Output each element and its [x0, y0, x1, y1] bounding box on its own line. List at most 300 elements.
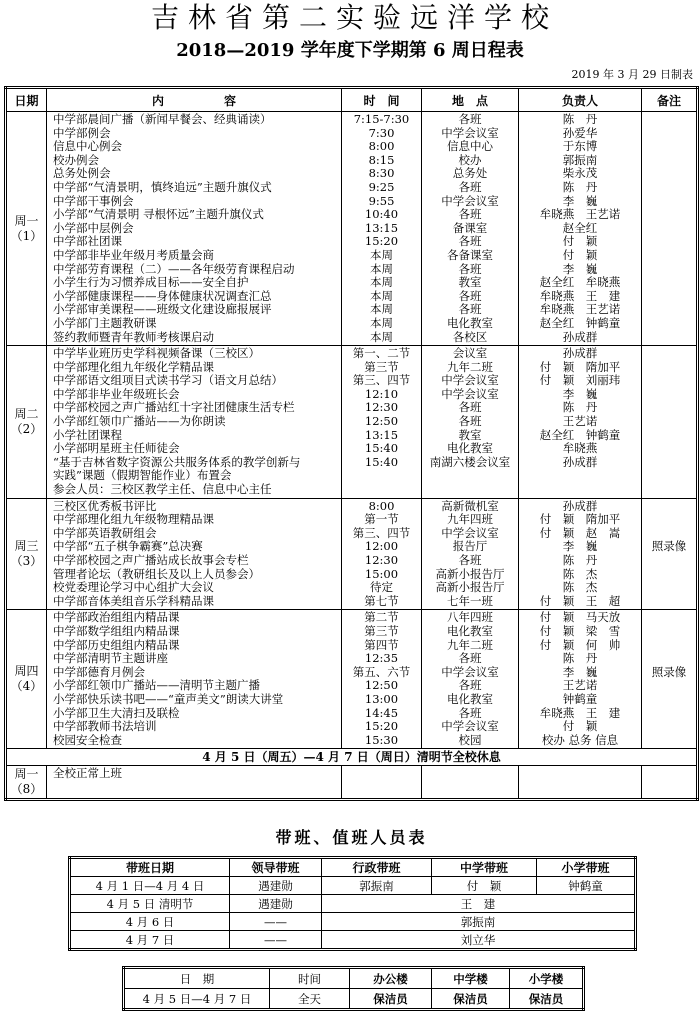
event-owner: 陈 丹 [562, 113, 598, 126]
blank-line [642, 693, 696, 707]
event-owner: 陈 丹 [562, 401, 598, 415]
event-location: 各班 [458, 113, 482, 126]
event-owner: 牟晓燕 王艺诺 [539, 208, 621, 222]
blank-line [642, 679, 696, 693]
event-content: 小学生行为习惯养成目标——安全自护 [53, 276, 249, 290]
blank-line [342, 483, 421, 497]
blank-line [642, 720, 696, 734]
event-owner: 付 颖 隋加平 [539, 513, 621, 527]
event-time: 8:30 [368, 167, 395, 181]
event-owner: 于东博 [562, 140, 598, 154]
event-time: 本周 [370, 276, 393, 290]
holiday-notice: 4 月 5 日（周五）—4 月 7 日（周日）清明节全校休息 [6, 749, 698, 766]
office-building-staff: 保洁员 [350, 989, 432, 1010]
event-location: 南湖六楼会议室 [429, 455, 511, 469]
event-time: 9:25 [368, 180, 395, 194]
event-time: 本周 [370, 316, 393, 330]
event-content: 小学部门主题教研课 [53, 316, 157, 330]
place-cell [422, 610, 519, 749]
person-cell [519, 112, 642, 346]
person-cell [519, 346, 642, 499]
event-time: 12:00 [364, 540, 399, 554]
event-content: 校园安全检查 [53, 733, 122, 747]
event-location: 各备课室 [447, 248, 493, 262]
event-content: 实践”课题（假期智能作业）布置会 [53, 469, 232, 483]
event-content: 中学部德育月例会 [53, 665, 145, 679]
day-cell [6, 346, 47, 499]
day-number: （1） [10, 228, 43, 243]
event-note: 照录像 [651, 665, 687, 679]
place-cell [422, 346, 519, 499]
day-label: 周一 [14, 213, 39, 228]
event-location: 各班 [458, 180, 482, 194]
duty-date: 4 月 7 日 [70, 931, 230, 950]
event-time: 12:10 [364, 387, 399, 401]
event-owner: 赵全红 钟鹤童 [539, 428, 621, 442]
day-number: （3） [10, 554, 43, 568]
blank-line [642, 707, 696, 721]
blank-line [642, 639, 696, 653]
event-location: 报告厅 [452, 540, 488, 554]
event-time: 15:30 [364, 733, 399, 747]
event-time: 7:15-7:30 [353, 113, 410, 126]
person-cell [519, 766, 642, 800]
event-content: 小学社团课程 [53, 428, 122, 442]
day-label: 周三 [14, 539, 39, 553]
event-time: 本周 [370, 303, 393, 317]
event-location: 电化教室 [447, 442, 493, 456]
blank-line [642, 113, 696, 127]
event-owner: 赵全红 [562, 221, 598, 235]
day-label: 周一 [14, 767, 39, 782]
event-location: 九年二班 [447, 638, 493, 652]
event-content: 中学部“气清景明，慎终追远”主题升旗仪式 [53, 180, 272, 194]
event-location: 八年四班 [447, 611, 493, 625]
note-cell [642, 610, 698, 749]
leader-on-duty: 遇建勋 [230, 895, 322, 913]
blank-line [642, 140, 696, 154]
middle-school-on-duty: 付 颖 [432, 877, 537, 895]
event-location: 信息中心 [447, 140, 493, 154]
event-time: 10:40 [364, 208, 399, 222]
leader-on-duty: —— [230, 931, 322, 950]
event-owner: 陈 丹 [562, 652, 598, 666]
event-content: 参会人员：三校区教学主任、信息中心主任 [53, 483, 272, 497]
blank-line [642, 456, 696, 483]
column-header: 办公楼 [350, 968, 432, 989]
blank-line [642, 595, 696, 609]
event-location: 教室 [458, 428, 482, 442]
event-owner: 付 颖 马天放 [539, 611, 621, 625]
blank-line [642, 374, 696, 388]
place-cell [422, 498, 519, 610]
person-cell [519, 610, 642, 749]
blank-line [642, 581, 696, 595]
content-cell [47, 346, 342, 499]
made-date: 2019 年 3 月 29 日制表 [571, 68, 693, 81]
cleaning-header-row [124, 968, 584, 989]
duty-table-title: 带班、值班人员表 [275, 828, 428, 847]
event-owner: 孙成群 [562, 330, 598, 344]
note-cell [642, 498, 698, 610]
event-time: 13:15 [364, 428, 399, 442]
event-location: 校园 [458, 733, 482, 747]
day-number: （2） [10, 421, 43, 436]
event-owner: 付 颖 何 帅 [539, 638, 621, 652]
blank-line [642, 290, 696, 304]
event-content: 三校区优秀板书评比 [53, 499, 157, 513]
column-header: 小学带班 [537, 858, 636, 877]
event-time: 8:15 [368, 153, 395, 167]
note-cell [642, 112, 698, 346]
event-owner: 李 巍 [562, 387, 598, 401]
day-cell [6, 766, 47, 800]
event-location: 七年一班 [447, 594, 493, 608]
event-content: 中学部理化组九年级物理精品课 [53, 513, 214, 527]
blank-line [642, 154, 696, 168]
event-content: 中学部校园之声广播站红十字社团健康生活专栏 [53, 401, 295, 415]
event-location: 中学会议室 [441, 720, 499, 734]
column-header: 领导带班 [230, 858, 322, 877]
content-cell [47, 610, 342, 749]
event-content: 中学部数学组组内精品课 [53, 624, 180, 638]
event-location: 各班 [458, 706, 482, 720]
event-note: 照录像 [651, 540, 687, 554]
event-location: 各班 [458, 262, 482, 276]
event-content: 中学部校园之声广播站成长故事会专栏 [53, 554, 249, 567]
event-content: 小学部审美课程——班级文化建设廊报展评 [53, 303, 272, 317]
event-owner: 赵全红 钟鹤童 [539, 316, 621, 330]
event-content: 中学部“五子棋争霸赛”总决赛 [53, 540, 203, 554]
duty-row [70, 931, 636, 950]
duty-row [70, 877, 636, 895]
blank-line [642, 442, 696, 456]
event-owner: 付 颖 王 超 [539, 594, 621, 608]
event-time: 13:00 [364, 692, 399, 706]
blank-line [642, 276, 696, 290]
event-location: 各班 [458, 401, 482, 415]
event-content: 中学部理化组九年级化学精品课 [53, 360, 214, 374]
admin-on-duty: 郭振南 [322, 877, 432, 895]
event-content: 中学部劳育课程（二）——各年级劳育课程启动 [53, 262, 295, 276]
day-row [6, 498, 698, 610]
event-content: 中学部非毕业年级月考质量会商 [53, 248, 214, 262]
duty-date: 4 月 6 日 [70, 913, 230, 931]
event-location: 电化教室 [447, 624, 493, 638]
event-location: 中学会议室 [441, 374, 499, 388]
event-location: 各班 [458, 208, 482, 222]
middle-school-building-staff: 保洁员 [432, 989, 510, 1010]
event-content: 小学部“气清景明 寻根怀远”主题升旗仪式 [53, 208, 264, 222]
event-time: 15:00 [364, 567, 399, 581]
event-location: 中学会议室 [441, 194, 499, 208]
event-owner: 李 巍 [562, 540, 598, 554]
blank-line [642, 429, 696, 443]
event-time: 15:40 [364, 455, 399, 469]
cleaning-table [122, 966, 585, 1011]
event-owner: 陈 杰 [562, 567, 598, 581]
event-location: 总务处 [452, 167, 488, 181]
event-location: 会议室 [452, 347, 488, 361]
event-content: 中学部晨间广播（新闻早餐会、经典诵读） [53, 113, 272, 126]
time-cell [342, 112, 422, 346]
event-owner: 付 颖 [562, 248, 598, 262]
event-content: 中学部语文组项目式读书学习（语文月总结） [53, 374, 283, 388]
cleaning-time: 全天 [270, 989, 350, 1010]
blank-line [642, 652, 696, 666]
event-content: 中学毕业班历史学科视频备课（三校区） [53, 347, 260, 361]
primary-school-on-duty: 钟鹤童 [537, 877, 636, 895]
event-owner: 付 颖 梁 雪 [539, 624, 621, 638]
event-owner: 孙成群 [562, 347, 598, 361]
event-location: 中学会议室 [441, 126, 499, 140]
event-time: 第一、二节 [352, 347, 411, 361]
blank-line [642, 127, 696, 141]
blank-line [422, 483, 518, 497]
event-content: 中学部教师书法培训 [53, 720, 157, 734]
event-time: 第七节 [364, 594, 399, 608]
time-cell [342, 610, 422, 749]
event-location: 九年二班 [447, 360, 493, 374]
column-header: 带班日期 [70, 858, 230, 877]
event-owner: 王艺诺 [562, 415, 598, 429]
duty-table [68, 856, 637, 951]
day-number: （8） [10, 782, 43, 797]
event-location: 各班 [458, 289, 482, 303]
event-time: 第一节 [364, 513, 399, 527]
staff-on-duty: 王 建 [322, 895, 636, 913]
event-owner: 牟晓燕 [562, 442, 598, 456]
event-content: 小学部中层例会 [53, 221, 134, 235]
event-content: 签约教师暨青年教师考核课启动 [53, 330, 214, 344]
event-content: 中学部政治组组内精品课 [53, 611, 180, 625]
event-owner: 李 巍 [562, 665, 598, 679]
event-owner: 陈 丹 [562, 554, 598, 567]
blank-line [642, 401, 696, 415]
blank-line [642, 625, 696, 639]
event-owner: 柴永茂 [562, 167, 598, 181]
event-content: 中学部非毕业年级班长会 [53, 387, 180, 401]
event-content: 信息中心例会 [53, 140, 122, 154]
schedule-footer [6, 749, 698, 800]
schedule-title: 2018—2019 学年度下学期第 6 周日程表 [176, 40, 524, 61]
event-location: 各校区 [452, 330, 488, 344]
event-time: 本周 [370, 289, 393, 303]
event-content: 中学部历史组组内精品课 [53, 638, 180, 652]
column-header: 时间 [270, 968, 350, 989]
day-row [6, 112, 698, 346]
blank-line [642, 554, 696, 568]
blank-line [642, 195, 696, 209]
leader-on-duty: 遇建勋 [230, 877, 322, 895]
event-content: 中学部社团课 [53, 235, 122, 249]
event-location: 高新小报告厅 [435, 567, 505, 581]
event-time: 13:15 [364, 221, 399, 235]
event-owner: 孙成群 [562, 455, 598, 469]
column-header: 日 期 [124, 968, 270, 989]
event-location: 校办 [458, 153, 482, 167]
blank-line [642, 263, 696, 277]
blank-line [642, 208, 696, 222]
event-owner: 王艺诺 [562, 679, 598, 693]
blank-line [642, 415, 696, 429]
event-owner: 付 颖 赵 嵩 [539, 526, 621, 540]
event-time: 14:45 [364, 706, 399, 720]
column-header-content: 内 容 [47, 88, 342, 112]
event-content: 全校正常上班 [53, 767, 122, 781]
blank-line [642, 734, 696, 748]
day-row [6, 346, 698, 499]
blank-line [642, 483, 696, 497]
event-content: 中学部例会 [53, 126, 111, 140]
event-location: 各班 [458, 303, 482, 317]
duty-date: 4 月 1 日—4 月 4 日 [70, 877, 230, 895]
event-time: 第三节 [364, 360, 399, 374]
staff-on-duty: 郭振南 [322, 913, 636, 931]
blank-line [642, 388, 696, 402]
blank-line [642, 611, 696, 625]
event-owner: 李 巍 [562, 262, 598, 276]
event-owner: 付 颖 [562, 235, 598, 249]
event-owner: 李 巍 [562, 194, 598, 208]
event-time: 15:20 [364, 720, 399, 734]
event-time: 15:20 [364, 235, 399, 249]
event-content: “基于吉林省数字资源公共服务体系的教学创新与 [53, 455, 301, 469]
duty-date: 4 月 5 日 清明节 [70, 895, 230, 913]
column-header-person: 负责人 [519, 88, 642, 112]
place-cell [422, 766, 519, 800]
day-label: 周二 [14, 406, 39, 421]
blank-line [642, 527, 696, 541]
event-content: 小学部快乐读书吧——“童声美文”朗读大讲堂 [53, 692, 284, 706]
event-location: 各班 [458, 235, 482, 249]
blank-line [642, 181, 696, 195]
event-content: 中学部干事例会 [53, 194, 134, 208]
event-location: 各班 [458, 415, 482, 429]
after-holiday-row [6, 766, 698, 800]
event-time: 12:50 [364, 679, 399, 693]
event-time: 12:30 [364, 554, 399, 567]
day-row [6, 610, 698, 749]
event-time: 12:35 [364, 652, 399, 666]
schedule-header-row [6, 88, 698, 112]
event-time: 待定 [370, 581, 393, 595]
event-time: 15:40 [364, 442, 399, 456]
staff-on-duty: 刘立华 [322, 931, 636, 950]
event-content: 小学部明星班主任师徒会 [53, 442, 180, 456]
event-time: 第四节 [364, 638, 399, 652]
place-cell [422, 112, 519, 346]
holiday-row [6, 749, 698, 766]
event-content: 校办例会 [53, 153, 99, 167]
school-name: 吉林省第二实验远洋学校 [150, 1, 558, 34]
column-header-note: 备注 [642, 88, 698, 112]
content-cell [47, 498, 342, 610]
event-owner: 牟晓燕 王 建 [539, 706, 621, 720]
event-time: 第三、四节 [352, 374, 411, 388]
event-content: 中学部音体美组音乐学科精品课 [53, 594, 214, 608]
time-cell [342, 766, 422, 800]
day-cell [6, 112, 47, 346]
event-time: 第三节 [364, 624, 399, 638]
note-cell [642, 766, 698, 800]
event-owner: 付 颖 隋加平 [539, 360, 621, 374]
content-cell [47, 112, 342, 346]
event-owner: 钟鹤童 [562, 692, 598, 706]
duty-row [70, 895, 636, 913]
blank-line [642, 361, 696, 375]
event-location: 教室 [458, 276, 482, 290]
event-content: 管理者论坛（教研组长及以上人员参会） [53, 567, 260, 581]
event-location: 各班 [458, 679, 482, 693]
event-content: 小学部红领巾广播站——清明节主题广播 [53, 679, 260, 693]
blank-line [642, 222, 696, 236]
event-time: 第三、四节 [352, 526, 411, 540]
event-location: 备课室 [452, 221, 488, 235]
column-header-date: 日期 [6, 88, 47, 112]
event-location: 九年四班 [447, 513, 493, 527]
event-location: 电化教室 [447, 316, 493, 330]
day-cell [6, 498, 47, 610]
event-owner: 赵全红 牟晓燕 [539, 276, 621, 290]
event-time: 本周 [370, 262, 393, 276]
event-time: 第五、六节 [352, 665, 411, 679]
column-header: 中学楼 [432, 968, 510, 989]
time-cell [342, 498, 422, 610]
event-content: 中学部清明节主题讲座 [53, 652, 168, 666]
day-label: 周四 [14, 664, 39, 679]
weekly-schedule-table [4, 86, 699, 801]
event-content: 中学部英语教研组会 [53, 526, 157, 540]
event-owner: 付 颖 刘丽玮 [539, 374, 621, 388]
duty-header-row [70, 858, 636, 877]
event-time: 12:50 [364, 415, 399, 429]
event-time: 本周 [370, 248, 393, 262]
blank-line [642, 500, 696, 514]
schedule-days [6, 112, 698, 749]
event-time: 9:55 [368, 194, 395, 208]
event-time: 第二节 [364, 611, 399, 625]
day-number: （4） [10, 679, 43, 694]
event-owner: 陈 丹 [562, 180, 598, 194]
blank-line [519, 483, 641, 497]
event-owner: 孙爱华 [562, 126, 598, 140]
blank-line [642, 568, 696, 582]
event-location: 高新小报告厅 [435, 581, 505, 595]
day-cell [6, 610, 47, 749]
cleaning-row [124, 989, 584, 1010]
event-content: 小学部卫生大清扫及联检 [53, 706, 180, 720]
event-owner: 郭振南 [562, 153, 598, 167]
event-location: 高新微机室 [441, 499, 499, 513]
event-owner: 牟晓燕 王 建 [539, 289, 621, 303]
column-header-time: 时 间 [342, 88, 422, 112]
event-owner: 校办 总务 信息 [541, 733, 619, 747]
event-time: 12:30 [364, 401, 399, 415]
blank-line [642, 317, 696, 331]
event-owner: 陈 杰 [562, 581, 598, 595]
event-owner: 牟晓燕 王艺诺 [539, 303, 621, 317]
primary-school-building-staff: 保洁员 [510, 989, 584, 1010]
blank-line [642, 303, 696, 317]
event-content: 小学部红领巾广播站——为你朗读 [53, 415, 226, 429]
column-header: 中学带班 [432, 858, 537, 877]
event-time: 本周 [370, 330, 393, 344]
blank-line [642, 235, 696, 249]
blank-line [642, 249, 696, 263]
event-location: 中学会议室 [441, 526, 499, 540]
column-header: 行政带班 [322, 858, 432, 877]
